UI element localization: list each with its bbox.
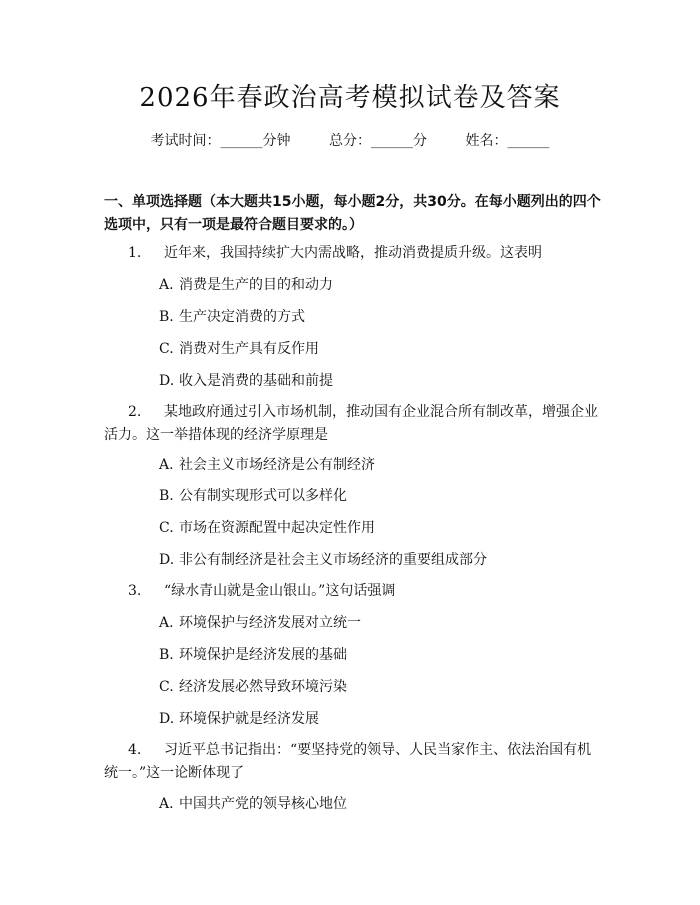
option-letter: D. (159, 373, 175, 389)
question-2-option-c (159, 518, 375, 538)
name-blank: ______ (507, 133, 550, 149)
question-2 (104, 401, 604, 447)
question-number: 2. (128, 404, 142, 420)
option-letter: D. (159, 711, 175, 727)
question-2-option-b (159, 486, 347, 506)
exam-time-field (151, 133, 291, 149)
question-3 (104, 580, 604, 603)
question-3-option-c (159, 677, 347, 697)
question-number: 1. (128, 245, 142, 261)
question-text: 某地政府通过引入市场机制，推动国有企业混合所有制改革，增强企业活力。这一举措体现的经济学原理是 (104, 404, 598, 443)
option-letter: A. (159, 457, 174, 473)
option-letter: D. (159, 552, 175, 568)
question-3-option-d (159, 709, 319, 729)
question-number: 4. (128, 742, 142, 758)
option-text: 环境保护与经济发展对立统一 (179, 615, 361, 631)
question-1-option-c (159, 339, 319, 359)
name-field (465, 133, 549, 149)
option-letter: B. (159, 647, 174, 663)
option-text: 环境保护就是经济发展 (179, 711, 319, 727)
option-letter: A. (159, 277, 174, 293)
option-text: 公有制实现形式可以多样化 (179, 488, 347, 504)
total-score-field (329, 133, 427, 149)
option-text: 经济发展必然导致环境污染 (179, 679, 347, 695)
exam-time-label: 考试时间： (150, 133, 221, 149)
question-3-option-a (159, 613, 361, 633)
question-1-option-a (159, 275, 333, 295)
option-text: 生产决定消费的方式 (179, 309, 305, 325)
option-text: 非公有制经济是社会主义市场经济的重要组成部分 (179, 552, 487, 568)
exam-title: 2026年春政治高考模拟试卷及答案 (139, 83, 561, 113)
option-text: 环境保护是经济发展的基础 (179, 647, 347, 663)
question-1-option-b (159, 307, 305, 327)
question-1 (104, 242, 604, 265)
exam-time-blank: ______分钟 (220, 133, 291, 149)
name-label: 姓名： (465, 133, 508, 149)
option-letter: B. (159, 488, 174, 504)
total-score-label: 总分： (329, 133, 371, 149)
question-2-option-d (159, 550, 487, 570)
question-1-option-d (159, 371, 333, 391)
option-text: 消费对生产具有反作用 (179, 341, 319, 357)
total-score-blank: ______分 (371, 133, 427, 149)
option-letter: A. (159, 796, 174, 812)
question-text: “绿水青山就是金山银山。”这句话强调 (164, 583, 396, 599)
option-letter: C. (159, 341, 174, 357)
option-text: 市场在资源配置中起决定性作用 (179, 520, 375, 536)
option-letter: C. (159, 520, 174, 536)
question-text: 习近平总书记指出：“要坚持党的领导、人民当家作主、依法治国有机统一。”这一论断体现了 (104, 742, 592, 781)
question-2-option-a (159, 455, 375, 475)
question-text: 近年来，我国持续扩大内需战略，推动消费提质升级。这表明 (164, 245, 542, 261)
question-number: 3. (128, 583, 142, 599)
option-text: 消费是生产的目的和动力 (179, 277, 333, 293)
option-letter: B. (159, 309, 174, 325)
section-heading: 一、单项选择题（本大题共15小题，每小题2分，共30分。在每小题列出的四个选项中，只有一项是最符合题目要求的。） (104, 194, 601, 233)
option-text: 社会主义市场经济是公有制经济 (179, 457, 375, 473)
option-text: 收入是消费的基础和前提 (179, 373, 333, 389)
exam-info-line (0, 131, 700, 151)
option-letter: A. (159, 615, 174, 631)
question-3-option-b (159, 645, 347, 665)
question-4 (104, 739, 604, 785)
question-4-option-a (159, 794, 347, 814)
option-letter: C. (159, 679, 174, 695)
option-text: 中国共产党的领导核心地位 (179, 796, 347, 812)
